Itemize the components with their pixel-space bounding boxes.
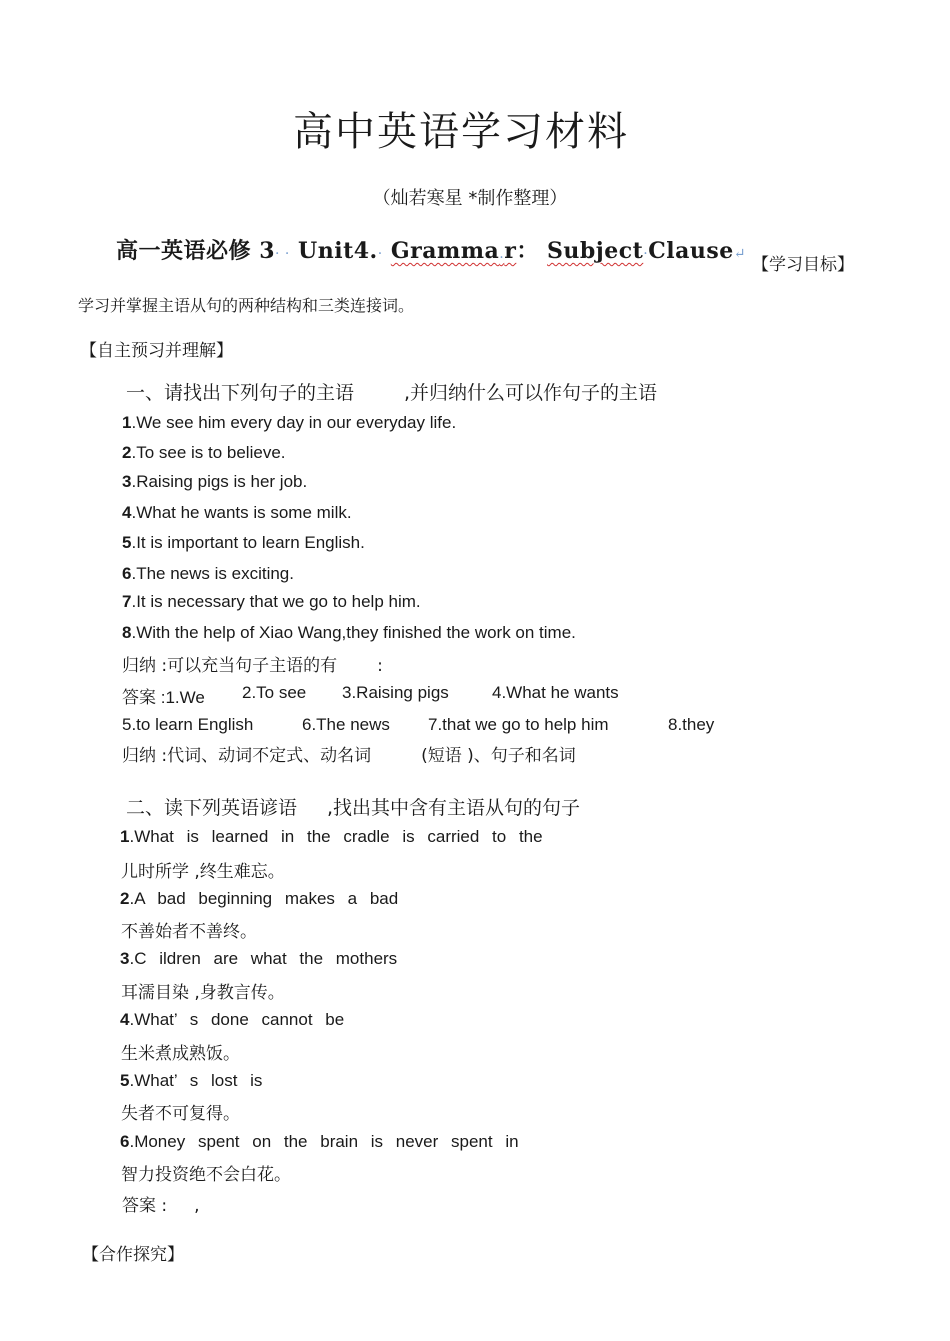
unit-heading bbox=[116, 234, 746, 265]
learning-goal-text: 学习并掌握主语从句的两种结构和三类连接词。 bbox=[78, 296, 415, 315]
proverb-translation: 智力投资绝不会白花。 bbox=[121, 1165, 291, 1185]
list-item: 6.The news is exciting. bbox=[122, 564, 294, 583]
format-mark: · · bbox=[275, 246, 290, 262]
learning-goal-tag: 【学习目标】 bbox=[752, 255, 854, 275]
list-item: 7.It is necessary that we go to help him. bbox=[122, 592, 421, 611]
list-item: 4.What’ s done cannot be bbox=[120, 1010, 345, 1029]
unit-prefix: 高一英语必修 bbox=[116, 238, 252, 264]
page-title: 高中英语学习材料 bbox=[293, 109, 629, 155]
preview-tag: 【自主预习并理解】 bbox=[80, 341, 233, 361]
answer-row-1: 答案 :1.We 2.To see 3.Raising pigs 4.What he wants bbox=[122, 683, 619, 707]
section2-answer: 答案 : , bbox=[122, 1196, 200, 1216]
section2-heading: 二、读下列英语谚语 ,找出其中含有主语从句的句子 bbox=[126, 797, 581, 819]
list-item: 2.A bad beginning makes a bad bbox=[120, 889, 399, 908]
section1-heading: 一、请找出下列句子的主语 ,并归纳什么可以作句子的主语 bbox=[126, 382, 658, 404]
summary-prompt: 归纳 :可以充当句子主语的有 : bbox=[122, 656, 383, 676]
proverb-translation: 不善始者不善终。 bbox=[121, 922, 257, 942]
list-item: 5.What’ s lost is bbox=[120, 1071, 263, 1090]
unit-grammar-word: Gramma.r bbox=[390, 238, 517, 264]
cooperation-tag: 【合作探究】 bbox=[82, 1245, 184, 1265]
unit-subject-word: Subject bbox=[547, 238, 644, 264]
proverb-translation: 儿时所学 ,终生难忘。 bbox=[121, 862, 285, 882]
format-mark: · bbox=[643, 246, 649, 262]
proverb-translation: 生米煮成熟饭。 bbox=[121, 1044, 240, 1064]
unit-clause-word: Clause bbox=[648, 238, 734, 264]
format-mark: · bbox=[377, 246, 383, 262]
list-item: 1.We see him every day in our everyday life. bbox=[122, 413, 457, 432]
list-item: 6.Money spent on the brain is never spent in bbox=[120, 1132, 519, 1151]
list-item: 3.C ildren are what the mothers bbox=[120, 949, 398, 968]
answer-row-2: 5.to learn English 6.The news 7.that we go to help him 8.they bbox=[122, 715, 715, 734]
unit-colon: ： bbox=[516, 238, 539, 264]
list-item: 3.Raising pigs is her job. bbox=[122, 472, 308, 491]
list-item: 2.To see is to believe. bbox=[122, 443, 286, 462]
list-item: 4.What he wants is some milk. bbox=[122, 503, 352, 522]
list-item: 1.What is learned in the cradle is carried to the bbox=[120, 827, 543, 846]
list-item: 5.It is important to learn English. bbox=[122, 533, 365, 552]
unit-number: Unit4. bbox=[298, 238, 378, 264]
proverb-translation: 耳濡目染 ,身教言传。 bbox=[121, 983, 285, 1003]
unit-book-number: 3 bbox=[259, 238, 275, 264]
return-mark: ↵ bbox=[733, 246, 746, 262]
page-subtitle: （灿若寒星 *制作整理） bbox=[372, 188, 568, 209]
summary-answer: 归纳 :代词、动词不定式、动名词 (短语 )、句子和名词 bbox=[122, 746, 576, 766]
list-item: 8.With the help of Xiao Wang,they finished the work on time. bbox=[122, 623, 576, 642]
proverb-translation: 失者不可复得。 bbox=[121, 1104, 240, 1124]
